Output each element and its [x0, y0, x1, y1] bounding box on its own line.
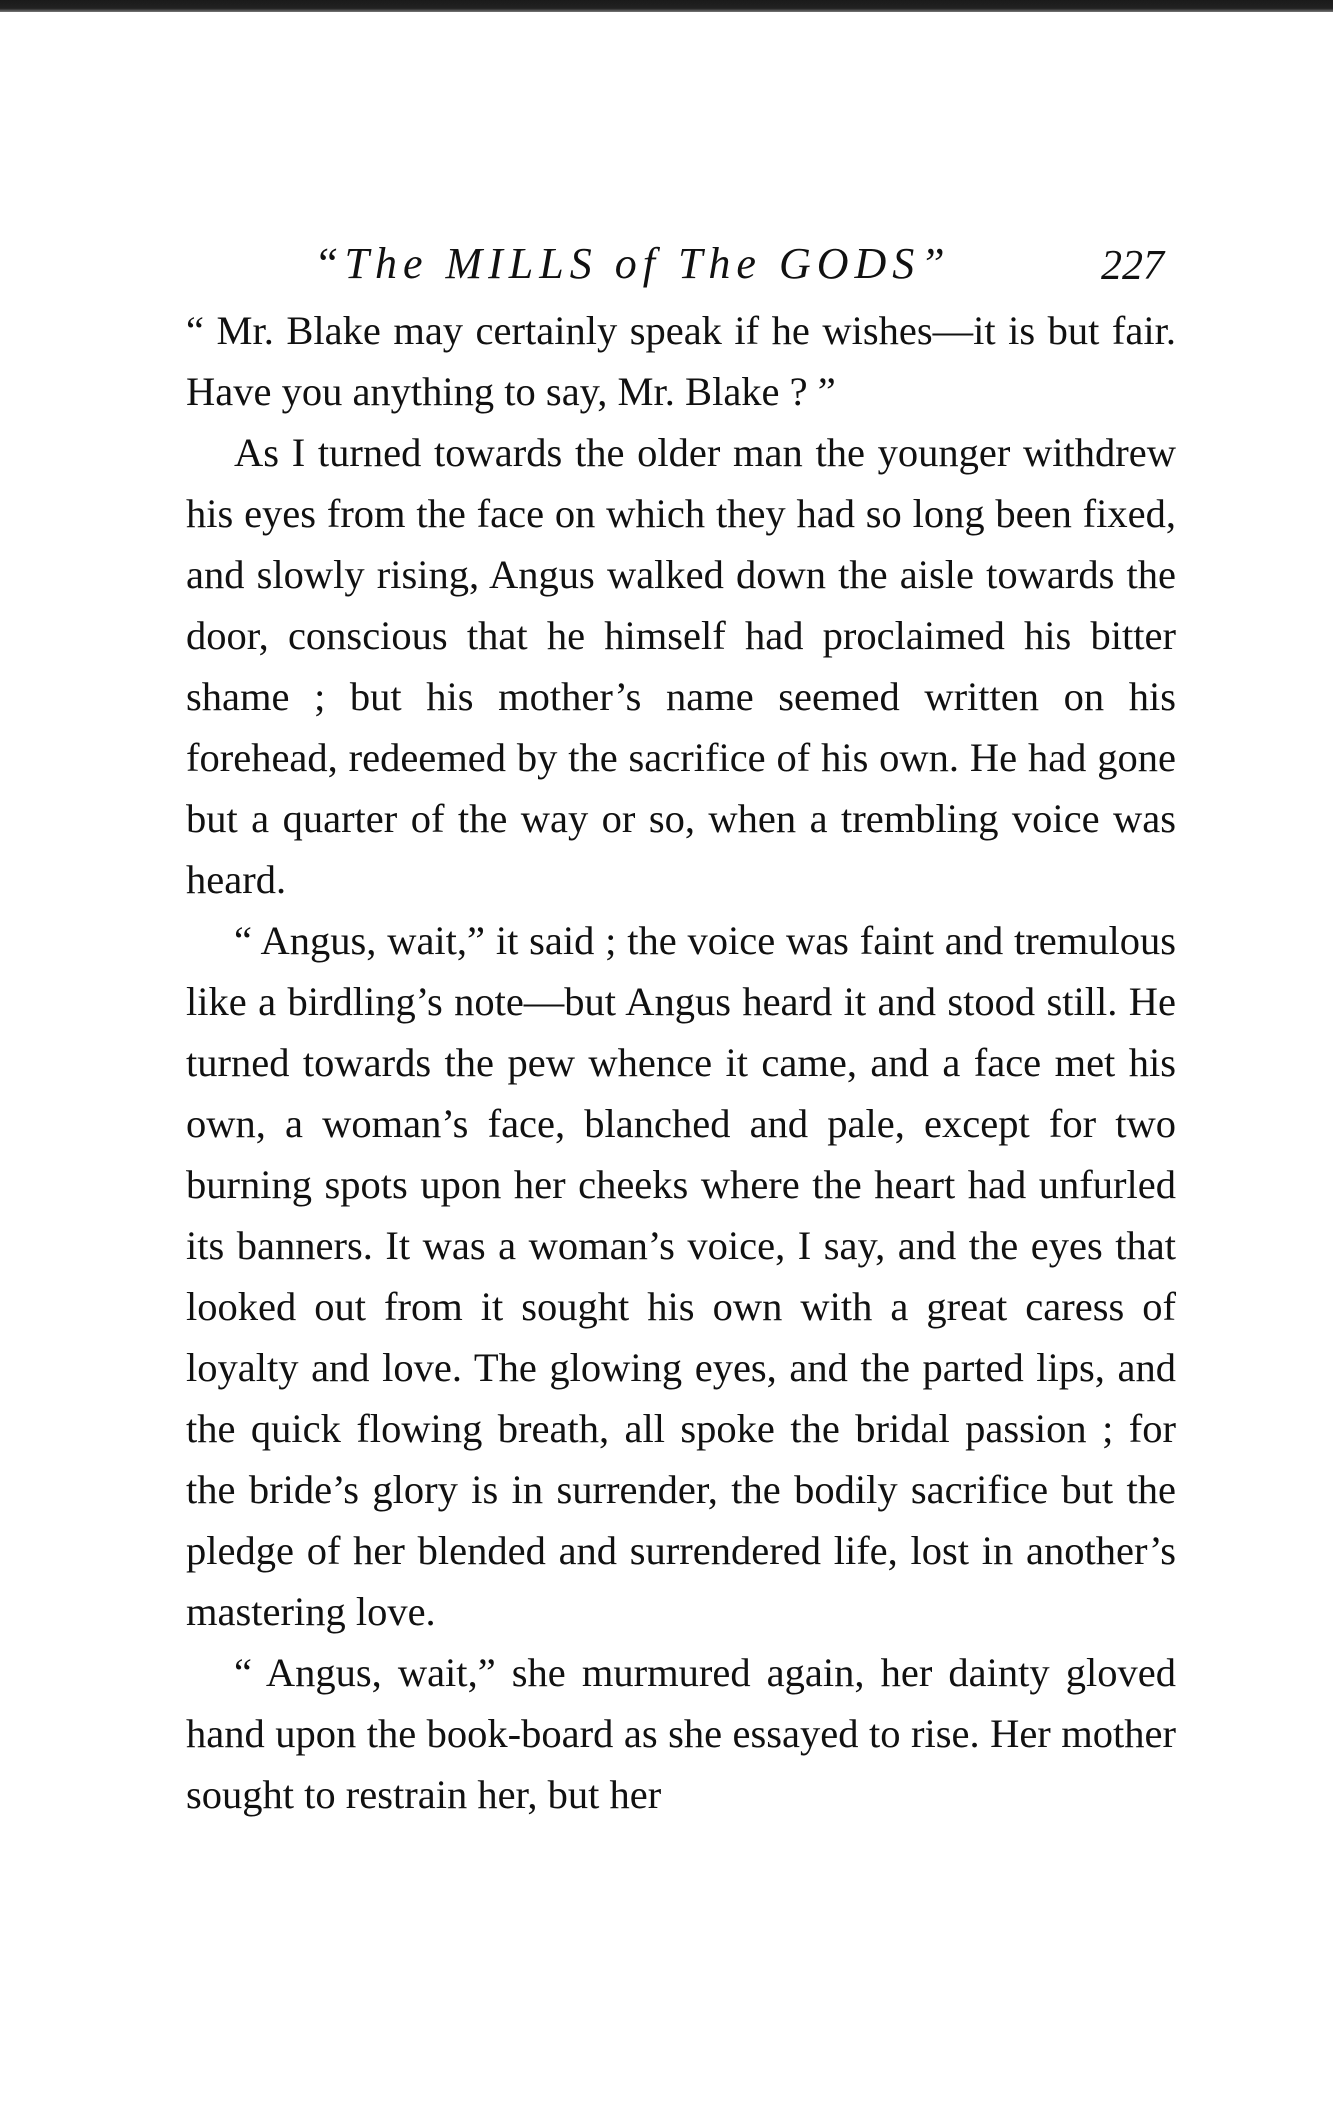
- page-number: 227: [1101, 243, 1164, 289]
- top-edge-rule: [0, 0, 1333, 12]
- running-head: [186, 230, 1176, 300]
- body-text: [186, 300, 1176, 1825]
- paragraph-3: “ Angus, wait,” it said ; the voice was faint and tremulous like a birdling’s note—but Angus heard it and stood still. He turned towards the pew whence it came, and a face met his own, a woman’s face, blanched and pale, except for two burning spots upon her cheeks where the heart had unfurled its banners. It was a woman’s voice, I say, and the eyes that looked out from it sought his own with a great caress of loyalty and love. The glowing eyes, and the parted lips, and the quick flowing breath, all spoke the bridal passion ; for the bride’s glory is in surrender, the bodily sacrifice but the pledge of her blended and surrendered life, lost in another’s mastering love.: [186, 918, 1176, 1634]
- book-page: [186, 230, 1176, 1825]
- paragraph-1: “ Mr. Blake may certainly speak if he wishes—it is but fair. Have you anything to say, Mr. Blake ? ”: [186, 308, 1176, 414]
- paragraph-4: “ Angus, wait,” she murmured again, her dainty gloved hand upon the book-board as she essayed to rise. Her mother sought to restrain her, but her: [186, 1650, 1176, 1817]
- running-title: “The MILLS of The GODS”: [314, 239, 951, 288]
- paragraph-2: As I turned towards the older man the younger withdrew his eyes from the face on which they had so long been fixed, and slowly rising, Angus walked down the aisle towards the door, conscious that he himself had proclaimed his bitter shame ; but his mother’s name seemed written on his forehead, redeemed by the sacrifice of his own. He had gone but a quarter of the way or so, when a trembling voice was heard.: [186, 430, 1176, 902]
